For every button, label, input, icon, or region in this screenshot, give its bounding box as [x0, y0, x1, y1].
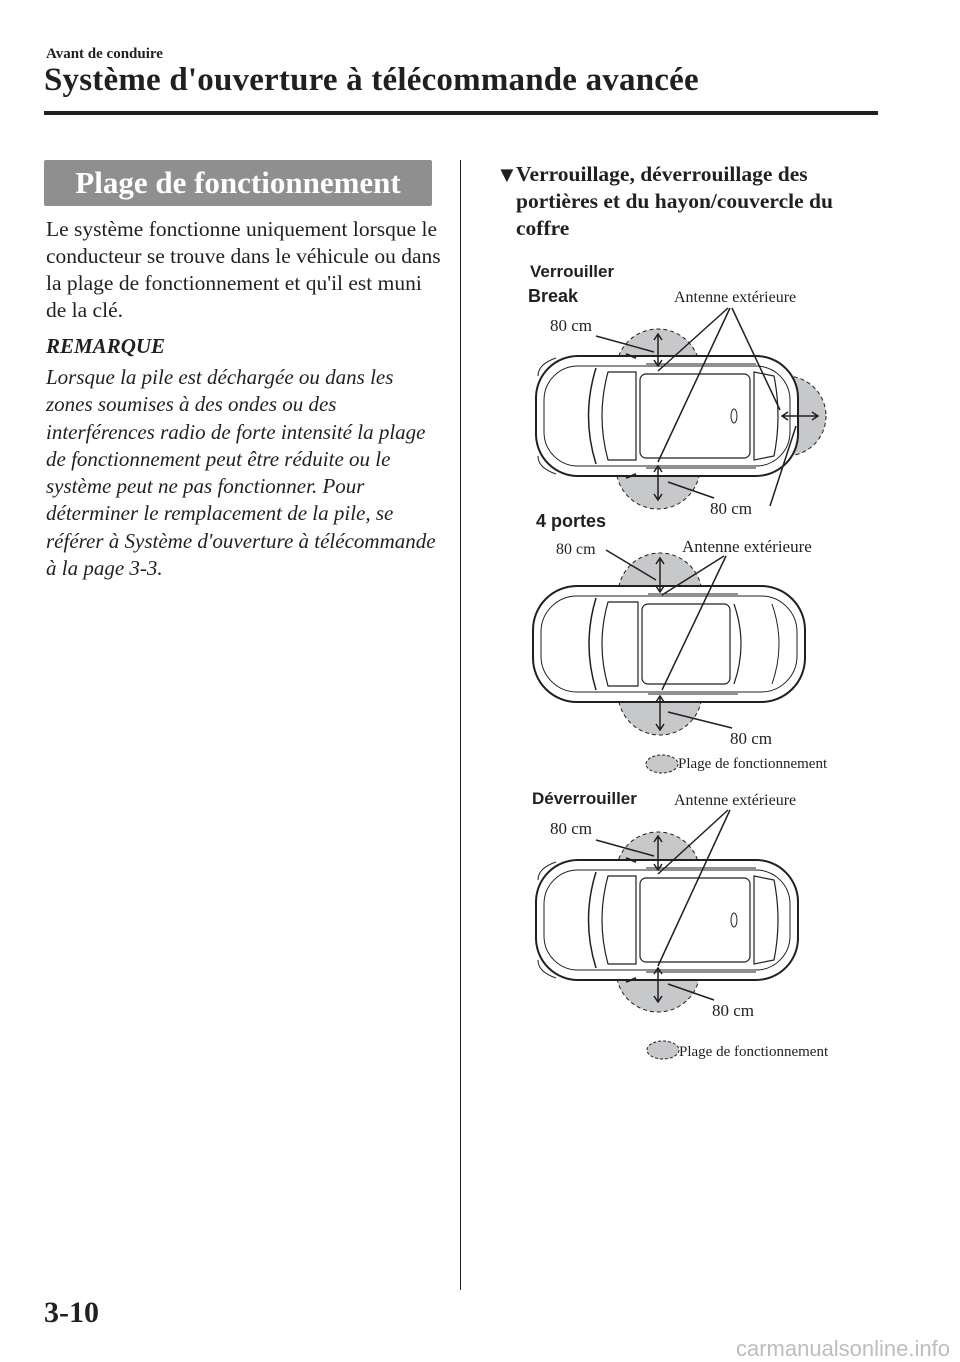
page-number: 3-10 [44, 1296, 99, 1329]
intro-paragraph: Le système fonctionne uniquement lorsque le conducteur se trouve dans le véhicule ou dans la plage de fonctionnement et qu'il est muni de la clé. [46, 217, 441, 322]
header-rule [44, 111, 878, 115]
topic-banner: Plage de fonctionnement [44, 160, 432, 206]
subsection-heading: Verrouillage, déverrouillage des portières et du hayon/couvercle du coffre [516, 162, 833, 240]
distance-label-2a: 80 cm [556, 541, 596, 558]
antenna-label-1: Antenne extérieure [674, 289, 797, 306]
distance-label-1a: 80 cm [550, 316, 593, 335]
chapter-label: Avant de conduire [46, 46, 163, 62]
distance-label-1b: 80 cm [710, 499, 753, 518]
lock-label: Verrouiller [530, 262, 615, 281]
legend-label-1: Plage de fonctionnement [678, 756, 828, 772]
legend-swatch-1 [646, 755, 678, 773]
sedan-label: 4 portes [536, 511, 607, 531]
wagon-car-top-view-unlock [536, 858, 798, 982]
column-divider [460, 160, 461, 1290]
unlock-label: Déverrouiller [532, 789, 637, 808]
legend-label-2: Plage de fonctionnement [679, 1044, 829, 1060]
distance-label-2b: 80 cm [730, 729, 773, 748]
section-title: Système d'ouverture à télécommande avancée [44, 62, 699, 98]
legend-swatch-2 [647, 1041, 679, 1059]
remark-body: Lorsque la pile est déchargée ou dans les zones soumises à des ondes ou des interférences radio de forte intensité la plage de fonctionnement peut être réduite ou le système peut ne pas fonctionner. Pour déterminer le remplacement de la pile, se référer à Système d'ouverture à télécommande à la page 3-3. [46, 365, 436, 581]
sedan-car-top-view [533, 586, 805, 702]
antenna-label-3: Antenne extérieure [674, 792, 797, 809]
operating-range-figure [470, 250, 870, 1080]
antenna-label-2: Antenne extérieure [682, 537, 812, 556]
distance-label-3a: 80 cm [550, 819, 593, 838]
distance-label-3b: 80 cm [712, 1001, 755, 1020]
triangle-marker-icon: ▼ [496, 162, 518, 187]
watermark-text: carmanualsonline.info [735, 1336, 950, 1361]
wagon-label: Break [528, 286, 579, 306]
remark-heading: REMARQUE [46, 334, 166, 358]
wagon-car-top-view [536, 354, 798, 478]
